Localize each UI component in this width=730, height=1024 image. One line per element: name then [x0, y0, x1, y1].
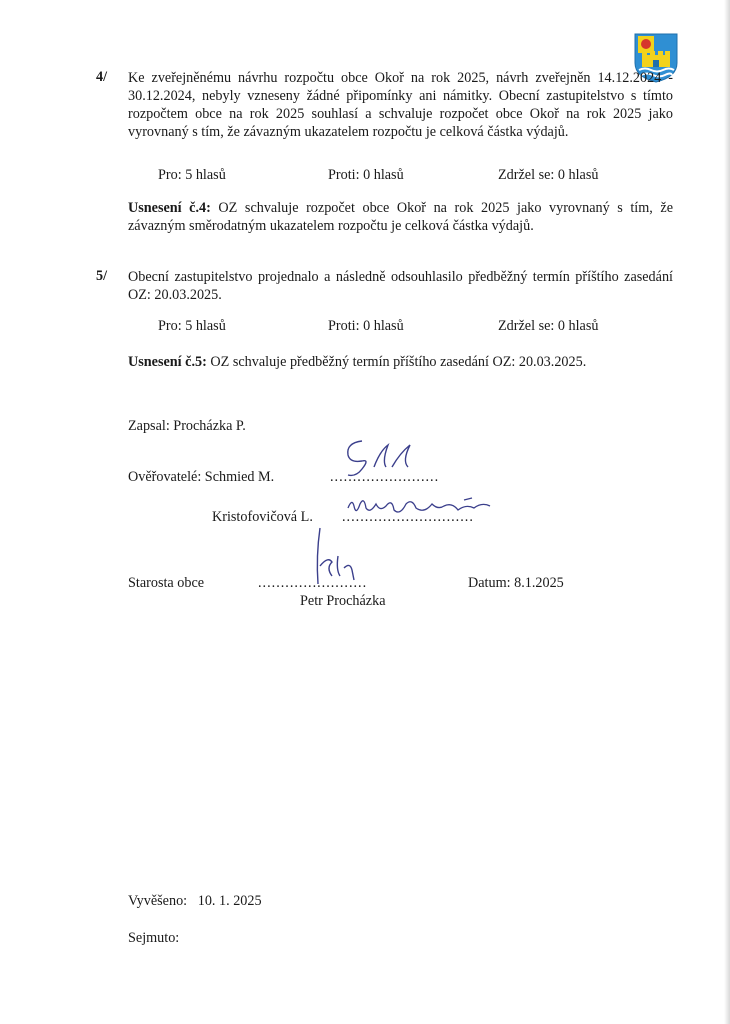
item-text: Ke zveřejněnému návrhu rozpočtu obce Okoř na rok 2025, návrh zveřejněn 14.12.2024 - 30.12.2024, nebyly vzneseny žádné připomínky ani námitky. Obecní zastupitelstvo s tímto rozpočtem obce na rok 2025 souhlasí a schvaluje rozpočet obce Okoř na rok 2025 jako vyrovnaný s tím, že závazným ukazatelem rozpočtu je celková částka výdajů.	[128, 70, 673, 140]
mayor-name: Petr Procházka	[300, 593, 386, 609]
item-text: Obecní zastupitelstvo projednalo a následně odsouhlasilo předběžný termín příštího zasedání OZ: 20.03.2025.	[128, 269, 673, 303]
signature-mayor	[306, 526, 366, 590]
item-number: 5/	[96, 268, 108, 284]
verifier-2-name: Kristofovičová L.	[212, 509, 313, 525]
posted-date: Vyvěšeno: 10. 1. 2025	[128, 893, 262, 909]
vote-abstain: Zdržel se: 0 hlasů	[498, 167, 599, 183]
vote-for: Pro: 5 hlasů	[158, 318, 226, 334]
vote-against: Proti: 0 hlasů	[328, 167, 404, 183]
vote-abstain: Zdržel se: 0 hlasů	[498, 318, 599, 334]
page-edge-shadow	[724, 0, 730, 1024]
removed-date: Sejmuto:	[128, 930, 180, 946]
signature-line: .............................	[342, 509, 474, 525]
item-number: 4/	[96, 69, 108, 85]
mayor-label: Starosta obce	[128, 575, 205, 591]
resolution-text: OZ schvaluje rozpočet obce Okoř na rok 2025 jako vyrovnaný s tím, že závazným směrodatným ukazatelem rozpočtu je celková částka výdajů.	[128, 200, 673, 234]
signature-schmied	[340, 437, 420, 483]
signature-line: ........................	[330, 469, 440, 485]
signature-kristofovicova	[344, 494, 504, 524]
verifiers-label: Ověřovatelé: Schmied M.	[128, 469, 275, 485]
resolution	[128, 199, 673, 235]
recorded-by: Zapsal: Procházka P.	[128, 418, 246, 434]
resolution-label: Usnesení č.4:	[128, 200, 211, 216]
date: Datum: 8.1.2025	[468, 575, 564, 591]
vote-against: Proti: 0 hlasů	[328, 318, 404, 334]
vote-for: Pro: 5 hlasů	[158, 167, 226, 183]
resolution	[128, 353, 673, 371]
resolution-label: Usnesení č.5:	[128, 354, 207, 370]
resolution-text: OZ schvaluje předběžný termín příštího zasedání OZ: 20.03.2025.	[206, 354, 587, 370]
signature-line: ........................	[258, 575, 368, 591]
